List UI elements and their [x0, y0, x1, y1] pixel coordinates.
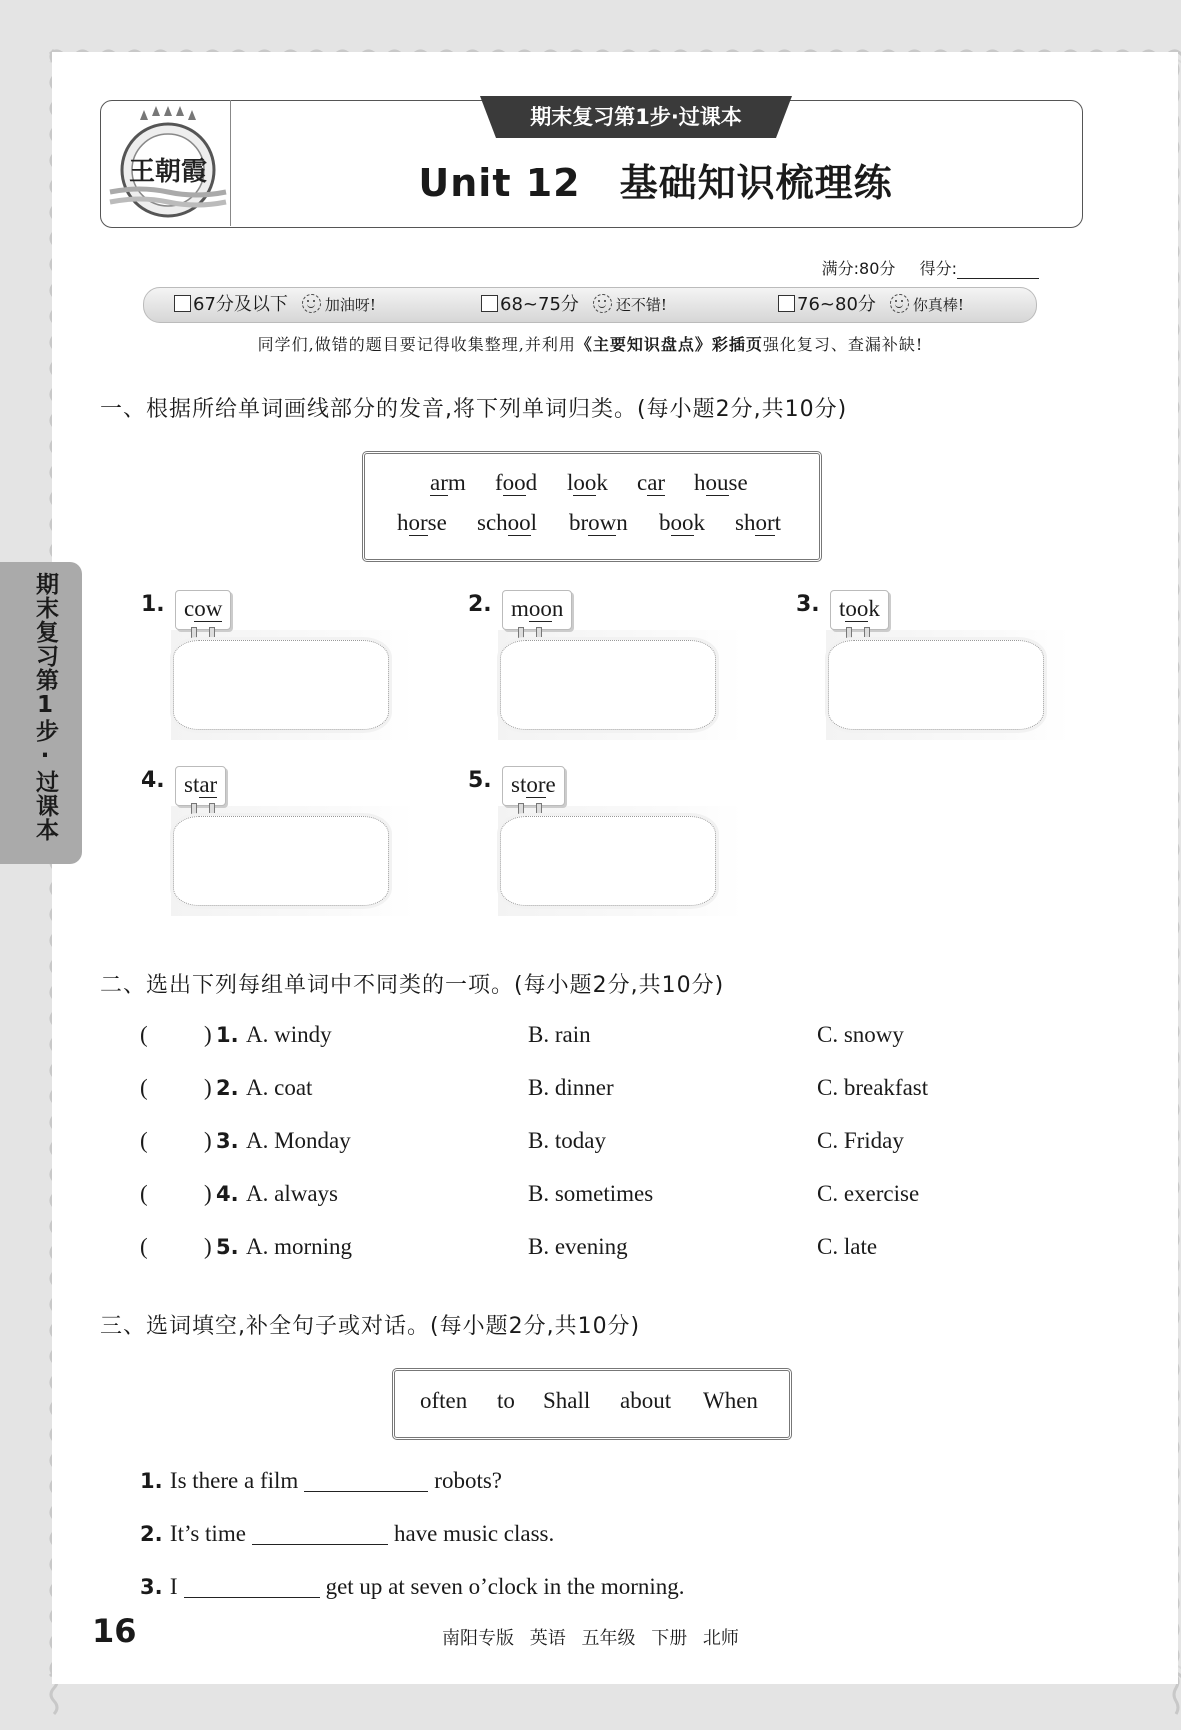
footer-info: 南阳专版 英语 五年级 下册 北师	[442, 1628, 739, 1649]
grade-option-1[interactable]: 67分及以下 加油呀!	[174, 288, 376, 322]
word-bank-word: school	[477, 510, 538, 535]
answer-blank[interactable]	[252, 1522, 388, 1545]
svg-text:王朝霞: 王朝霞	[128, 157, 208, 187]
side-tab-label: 期末复习第1步·过课本	[32, 572, 58, 842]
question-number: 4.	[216, 1182, 239, 1206]
got-score-label: 得分:	[919, 259, 957, 278]
step-banner-label: 期末复习第1步·过课本	[530, 105, 742, 129]
choice-row	[140, 1181, 1040, 1211]
option-b[interactable]: B. evening	[528, 1234, 628, 1259]
fill-sentence: 1. Is there a film robots?	[140, 1468, 502, 1493]
checkbox-icon[interactable]	[778, 295, 795, 312]
target-word-tag: store	[502, 766, 565, 806]
answer-paren-open[interactable]: (	[140, 1128, 148, 1153]
option-a[interactable]: A. morning	[246, 1234, 353, 1259]
item-number: 5.	[468, 768, 492, 793]
question-number: 2.	[140, 1522, 170, 1546]
answer-paren-open[interactable]: (	[140, 1022, 148, 1047]
option-c[interactable]: C. breakfast	[817, 1075, 929, 1100]
item-number: 3.	[796, 592, 820, 617]
answer-box[interactable]	[500, 816, 716, 906]
answer-paren-close: )	[204, 1128, 212, 1153]
word-bank-word: horse	[397, 510, 447, 535]
target-word-tag: cow	[175, 590, 231, 630]
target-word-tag: took	[830, 590, 889, 630]
question-number: 1.	[216, 1023, 239, 1047]
tag-hanger-icon	[516, 803, 544, 817]
answer-paren-open[interactable]: (	[140, 1234, 148, 1259]
answer-paren-close: )	[204, 1181, 212, 1206]
tag-hanger-icon	[189, 803, 217, 817]
choice-row	[140, 1128, 1040, 1158]
checkbox-icon[interactable]	[174, 295, 191, 312]
option-a[interactable]: A. coat	[246, 1075, 313, 1100]
option-b[interactable]: B. rain	[528, 1022, 591, 1047]
grade-option-2[interactable]: 68~75分 还不错!	[481, 288, 667, 322]
word-bank-box-1	[362, 451, 822, 562]
choice-row	[140, 1234, 1040, 1264]
review-notice: 同学们,做错的题目要记得收集整理,并利用《主要知识盘点》彩插页强化复习、查漏补缺!	[257, 335, 924, 354]
option-b[interactable]: B. sometimes	[528, 1181, 654, 1206]
option-b[interactable]: B. dinner	[528, 1075, 614, 1100]
answer-paren-close: )	[204, 1075, 212, 1100]
tag-hanger-icon	[189, 627, 217, 641]
score-line	[822, 256, 1039, 279]
answer-box[interactable]	[500, 640, 716, 730]
target-word-tag: moon	[502, 590, 572, 630]
section-1-title: 一、根据所给单词画线部分的发音,将下列单词归类。(每小题2分,共10分)	[100, 397, 848, 422]
question-number: 3.	[140, 1575, 170, 1599]
word-bank-word: look	[567, 470, 608, 495]
question-number: 5.	[216, 1235, 239, 1259]
answer-paren-close: )	[204, 1022, 212, 1047]
smiley-icon	[890, 294, 909, 313]
choice-row	[140, 1022, 1040, 1052]
smiley-icon	[302, 294, 321, 313]
option-a[interactable]: A. always	[246, 1181, 338, 1206]
page-number: 16	[92, 1612, 137, 1650]
option-a[interactable]: A. Monday	[246, 1128, 351, 1153]
word-bank-word: to	[497, 1388, 515, 1413]
answer-paren-close: )	[204, 1234, 212, 1259]
question-number: 2.	[216, 1076, 239, 1100]
fill-sentence: 3. I get up at seven o’clock in the morning.	[140, 1574, 685, 1599]
grade-option-3[interactable]: 76~80分 你真棒!	[778, 288, 964, 322]
question-number: 3.	[216, 1129, 239, 1153]
option-a[interactable]: A. windy	[246, 1022, 332, 1047]
answer-paren-open[interactable]: (	[140, 1181, 148, 1206]
choice-row	[140, 1075, 1040, 1105]
section-3-title: 三、选词填空,补全句子或对话。(每小题2分,共10分)	[100, 1314, 641, 1339]
option-b[interactable]: B. today	[528, 1128, 606, 1153]
full-score-label: 满分:80分	[821, 259, 896, 278]
word-bank-word: house	[694, 470, 748, 495]
word-bank-word: book	[659, 510, 705, 535]
answer-blank[interactable]	[304, 1469, 428, 1492]
grade-bar	[143, 287, 1037, 323]
word-bank-word: about	[620, 1388, 672, 1413]
answer-box[interactable]	[173, 640, 389, 730]
word-bank-word: food	[495, 470, 538, 495]
option-c[interactable]: C. Friday	[817, 1128, 904, 1153]
logo-emblem-icon	[100, 100, 230, 226]
publisher-logo	[100, 100, 231, 226]
answer-box[interactable]	[828, 640, 1044, 730]
item-number: 2.	[468, 592, 492, 617]
checkbox-icon[interactable]	[481, 295, 498, 312]
answer-blank[interactable]	[184, 1575, 320, 1598]
word-bank-word: car	[637, 470, 666, 495]
option-c[interactable]: C. exercise	[817, 1181, 920, 1206]
word-bank-word: Shall	[543, 1388, 591, 1413]
smiley-icon	[593, 294, 612, 313]
answer-box[interactable]	[173, 816, 389, 906]
item-number: 4.	[141, 768, 165, 793]
word-bank-word: brown	[569, 510, 628, 535]
item-number: 1.	[141, 592, 165, 617]
option-c[interactable]: C. snowy	[817, 1022, 904, 1047]
question-number: 1.	[140, 1469, 170, 1493]
target-word-tag: star	[175, 766, 226, 806]
tag-hanger-icon	[844, 627, 872, 641]
section-2-title: 二、选出下列每组单词中不同类的一项。(每小题2分,共10分)	[100, 973, 725, 998]
word-bank-word: When	[703, 1388, 758, 1413]
word-bank-word: often	[420, 1388, 468, 1413]
tag-hanger-icon	[516, 627, 544, 641]
word-bank-word: short	[735, 510, 782, 535]
word-bank-word: arm	[430, 470, 466, 495]
score-blank[interactable]	[957, 262, 1039, 279]
option-c[interactable]: C. late	[817, 1234, 878, 1259]
unit-title: Unit 12 基础知识梳理练	[418, 161, 893, 205]
fill-sentence: 2. It’s time have music class.	[140, 1521, 555, 1546]
answer-paren-open[interactable]: (	[140, 1075, 148, 1100]
